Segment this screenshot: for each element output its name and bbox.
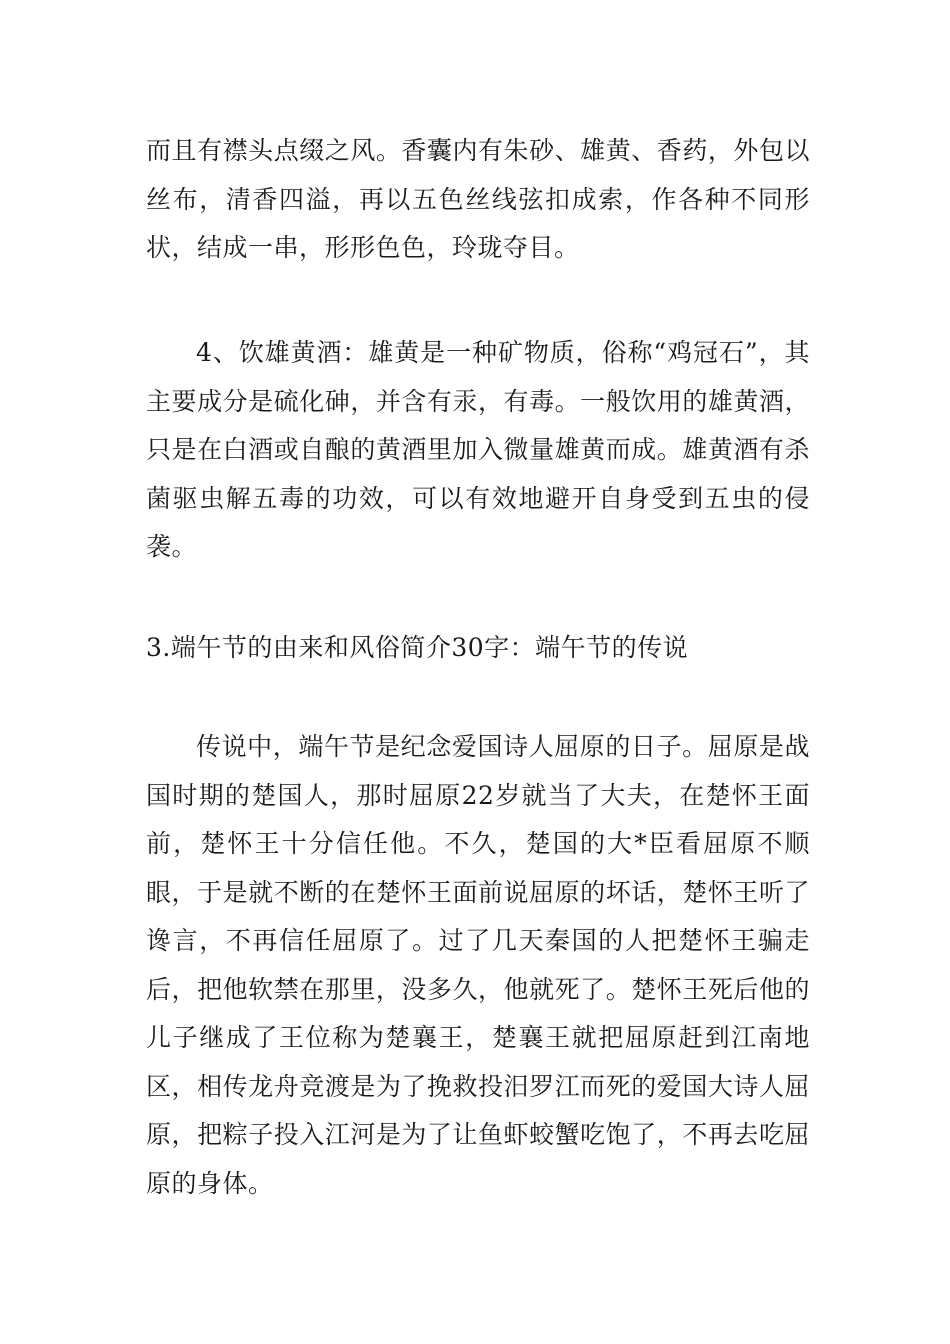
paragraph-realgar-wine: 4、饮雄黄酒：雄黄是一种矿物质，俗称“鸡冠石”，其主要成分是硫化砷，并含有汞，有毒。一般饮用的雄黄酒，只是在白酒或自酿的黄酒里加入微量雄黄而成。雄黄酒有杀菌驱虫解五毒的功效，可以有效地避开自身受到五虫的侵袭。 [146, 338, 810, 561]
section-heading-legend: 3.端午节的由来和风俗简介30字：端午节的传说 [146, 633, 689, 662]
paragraph-sachet-description: 而且有襟头点缀之风。香囊内有朱砂、雄黄、香药，外包以丝布，清香四溢，再以五色丝线弦扣成索，作各种不同形状，结成一串，形形色色，玲珑夺目。 [146, 136, 810, 262]
paragraph-qu-yuan-legend: 传说中，端午节是纪念爱国诗人屈原的日子。屈原是战国时期的楚国人，那时屈原22岁就当了大夫，在楚怀王面前，楚怀王十分信任他。不久，楚国的大*臣看屈原不顺眼，于是就不断的在楚怀王面前说屈原的坏话，楚怀王听了谗言，不再信任屈原了。过了几天秦国的人把楚怀王骗走后，把他软禁在那里，没多久，他就死了。楚怀王死后他的儿子继成了王位称为楚襄王，楚襄王就把屈原赶到江南地区，相传龙舟竞渡是为了挽救投汨罗江而死的爱国大诗人屈原，把粽子投入江河是为了让鱼虾蛟蟹吃饱了，不再去吃屈原的身体。 [146, 732, 810, 1198]
